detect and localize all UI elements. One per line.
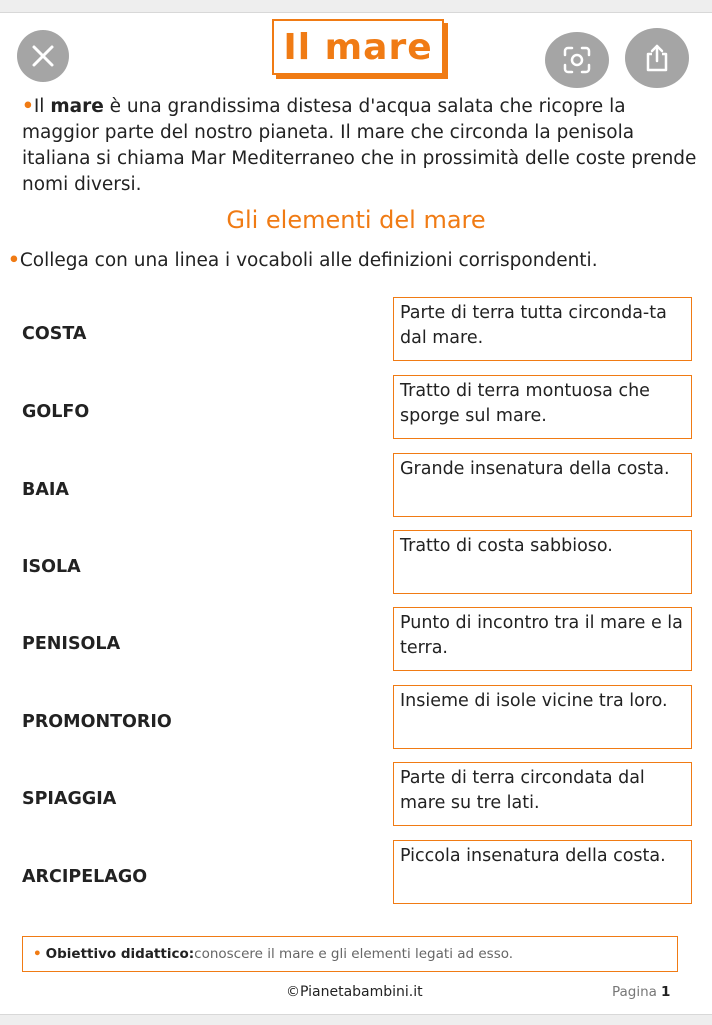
term-item: PROMONTORIO <box>22 712 172 732</box>
share-icon <box>643 43 671 73</box>
page-title: Il mare <box>272 19 444 75</box>
objective-box <box>22 936 678 972</box>
objective-text: conoscere il mare e gli elementi legati ad esso. <box>194 946 514 962</box>
definition-box: Tratto di costa sabbioso. <box>393 530 692 594</box>
bullet-dot: • <box>22 96 34 117</box>
definition-box: Punto di incontro tra il mare e la terra. <box>393 607 692 671</box>
bullet-dot: • <box>33 946 42 962</box>
page-indicator <box>612 984 670 1000</box>
term-item: BAIA <box>22 480 69 500</box>
definition-box: Parte di terra circondata dal mare su tre lati. <box>393 762 692 826</box>
definition-box: Piccola insenatura della costa. <box>393 840 692 904</box>
section-title: Gli elementi del mare <box>226 206 486 234</box>
close-button[interactable] <box>17 30 69 82</box>
lens-button[interactable] <box>545 32 609 88</box>
definition-box: Parte di terra tutta circonda-ta dal mare. <box>393 297 692 361</box>
objective-label: Obiettivo didattico: <box>45 946 195 962</box>
intro-text: è una grandissima distesa d'acqua salata che ricopre la maggior parte del nostro pianeta. Il mare che circonda la penisola italiana si chiama Mar Mediterraneo che in prossimità delle coste prende nomi diversi. <box>22 96 697 195</box>
term-item: ISOLA <box>22 557 81 577</box>
copyright-credit: ©Pianetabambini.it <box>286 984 423 1000</box>
page-label: Pagina <box>612 984 657 1000</box>
bullet-dot: • <box>8 250 20 271</box>
definition-box: Insieme di isole vicine tra loro. <box>393 685 692 749</box>
definition-box: Tratto di terra montuosa che sporge sul mare. <box>393 375 692 439</box>
term-item: PENISOLA <box>22 634 121 654</box>
share-button[interactable] <box>625 28 689 88</box>
term-item: COSTA <box>22 324 87 344</box>
instruction <box>8 250 708 271</box>
intro-paragraph <box>22 94 702 198</box>
viewer-top-bar <box>0 0 712 13</box>
term-item: ARCIPELAGO <box>22 867 148 887</box>
term-item: SPIAGGIA <box>22 789 117 809</box>
page-number: 1 <box>660 984 671 1000</box>
lens-icon <box>562 45 592 75</box>
definition-box: Grande insenatura della costa. <box>393 453 692 517</box>
intro-pre: Il <box>33 96 51 117</box>
intro-bold-word: mare <box>50 96 104 117</box>
term-item: GOLFO <box>22 402 90 422</box>
close-icon <box>30 43 56 69</box>
instruction-text: Collega con una linea i vocaboli alle definizioni corrispondenti. <box>19 250 598 271</box>
viewer-bottom-bar <box>0 1014 712 1025</box>
